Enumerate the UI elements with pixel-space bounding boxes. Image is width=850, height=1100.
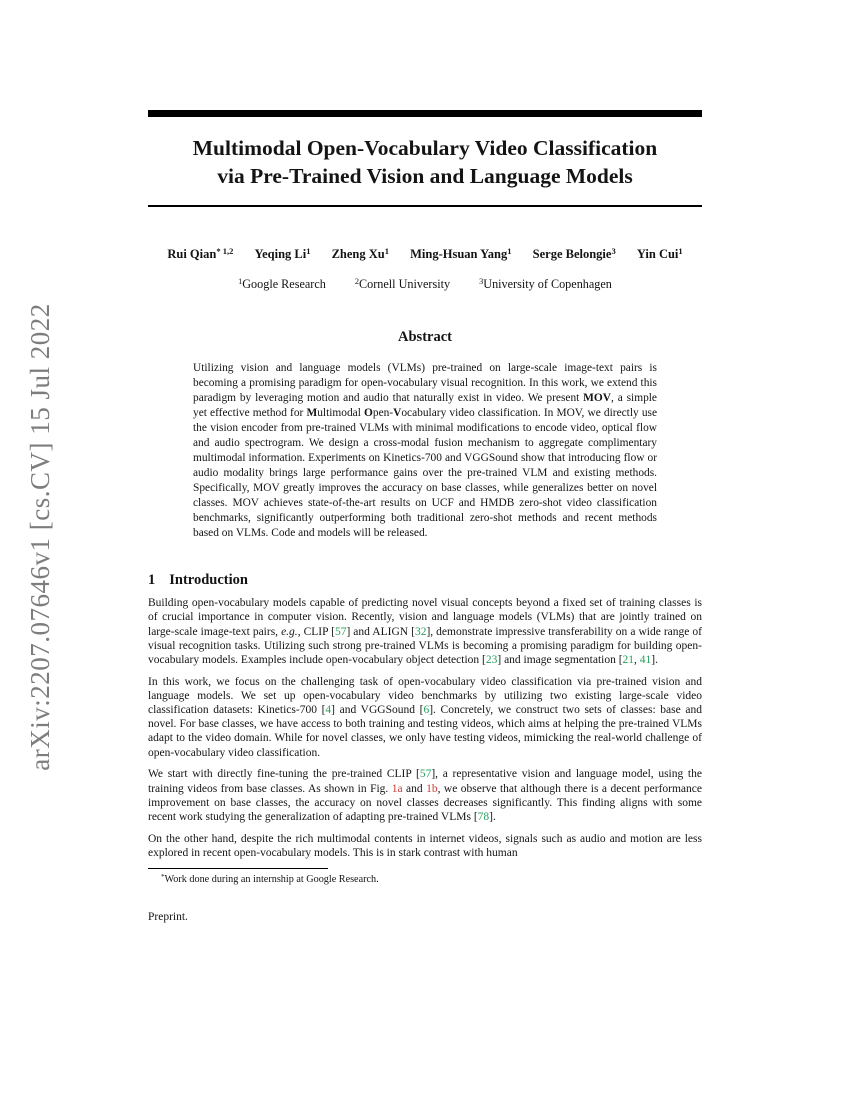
section-title: Introduction <box>169 571 248 588</box>
text-segment: pen- <box>372 406 394 419</box>
author: Rui Qian$^{* 1,2}$ <box>167 245 234 261</box>
authors-row <box>148 247 702 262</box>
text-segment: M <box>306 406 318 419</box>
affiliations-row <box>148 277 702 292</box>
text-segment: and <box>402 782 427 795</box>
text-segment: O <box>364 406 373 419</box>
text-segment: e.g. <box>281 625 298 638</box>
author: Ming-Hsuan Yang$^1$ <box>410 245 512 261</box>
paper-title-line2: via Pre-Trained Vision and Language Models <box>217 164 633 188</box>
text-segment: ] and image segmentation [ <box>497 653 623 666</box>
citation-link[interactable]: 57 <box>334 625 347 638</box>
text-segment: ]. <box>651 653 659 666</box>
preprint-label: Preprint. <box>148 911 188 924</box>
author-superscript: * 1,2 <box>216 245 234 256</box>
paper-title <box>148 134 702 190</box>
text-segment: Building open-vocabulary models capable of predicting novel visual concepts beyond a fixed set of training classes is of crucial importance in computer vision. Recently, vision and language models (VLMs) that are jointly trained on large-scale image-text pairs, <box>148 597 702 638</box>
text-segment: ] and ALIGN [ <box>346 625 415 638</box>
title-divider-rule <box>148 205 702 207</box>
text-segment: , <box>634 653 640 666</box>
page-content <box>148 0 702 923</box>
intro-paragraph-1 <box>148 596 702 667</box>
text-segment: , we observe that although there is a decent performance improvement on base classes, the accuracy on novel classes decreases significantly. This finding aligns with some recent work studying the generalization of adapting pre-trained VLMs [ <box>148 782 702 823</box>
text-segment: On the other hand, despite the rich multimodal contents in internet videos, signals such as audio and motion are less explored in recent open-vocabulary models. This is in stark contrast with human <box>148 832 702 859</box>
citation-link[interactable]: 6 <box>423 704 430 717</box>
text-segment: Utilizing vision and language models (VLMs) pre-trained on large-scale image-text pairs is becoming a promising paradigm for open-vocabulary visual recognition. In this work, we extend this paradigm by leveraging motion and audio that naturally exist in video. We present <box>193 361 657 404</box>
figure-reference-link[interactable]: 1a <box>391 782 403 795</box>
text-segment: In this work, we focus on the challenging task of open-vocabulary video classification via pre-trained vision and language models. We set up open-vocabulary video benchmarks by utilizing two existing large-scale video classification datasets: Kinetics-700 [ <box>148 675 702 717</box>
author: Yeqing Li$^1$ <box>254 245 311 261</box>
text-segment: , CLIP [ <box>297 625 335 638</box>
text-segment: ], a representative vision and language model, using the training videos from base classes. As shown in Fig. <box>148 768 702 795</box>
intro-paragraph-4 <box>148 832 702 860</box>
arxiv-watermark: arXiv:2207.07646v1 [cs.CV] 15 Jul 2022 <box>25 303 55 771</box>
section-number: 1 <box>148 571 156 588</box>
citation-link[interactable]: 21 <box>622 653 635 666</box>
citation-link[interactable]: 41 <box>639 653 652 666</box>
footnote-marker: * <box>161 873 165 881</box>
top-rule-bar <box>148 110 702 117</box>
paper-title-line1: Multimodal Open-Vocabulary Video Classification <box>192 136 658 160</box>
figure-reference-link[interactable]: 1b <box>426 782 438 795</box>
author: Zheng Xu$^1$ <box>331 245 389 261</box>
text-segment: ocabulary video classification. In MOV, we directly use the vision encoder from pre-trained VLMs with minimal modifications to encode video, optical flow and audio spectrogram. We design a cross-modal fusion mechanism to aggregate complimentary multimodal information. Experiments on Kinetics-700 and VGGSound show that introducing flow or audio modality brings large performance gains over the pre-trained VLM and existing methods. Specifically, MOV greatly improves the accuracy on base classes, while generalizes better on novel classes. MOV achieves state-of-the-art results on UCF and HMDB zero-shot video classification benchmarks, significantly outperforming both traditional zero-shot methods and recent methods based on VLMs. Code and models will be released. <box>193 406 658 539</box>
author-superscript: 1 <box>384 245 389 256</box>
citation-link[interactable]: 32 <box>414 625 427 638</box>
intro-paragraph-3 <box>148 767 702 824</box>
affiliation: $^2$Cornell University <box>354 276 451 291</box>
text-segment: ]. <box>489 810 496 823</box>
author: Yin Cui$^1$ <box>636 245 683 261</box>
author-superscript: 1 <box>507 245 512 256</box>
citation-link[interactable]: 23 <box>485 653 498 666</box>
text-segment: ] and VGGSound [ <box>331 704 424 717</box>
abstract-heading: Abstract <box>398 328 452 345</box>
text-segment: V <box>393 406 402 419</box>
text-segment: We start with directly fine-tuning the pre-trained CLIP [ <box>148 768 420 781</box>
author-superscript: 3 <box>611 245 616 256</box>
abstract-text <box>193 361 657 541</box>
footnote: *Work done during an internship at Google Research. <box>161 873 379 886</box>
text-segment: , a simple yet effective method for <box>193 391 657 419</box>
text-segment: MOV <box>583 391 612 404</box>
intro-paragraph-2 <box>148 675 702 760</box>
section-heading-introduction <box>148 572 702 589</box>
text-segment: ultimodal <box>317 406 364 419</box>
citation-link[interactable]: 57 <box>419 768 432 781</box>
text-segment: ]. Concretely, we construct two sets of classes: base and novel. For base classes, we have access to both training and testing videos, which aims at helping the pre-trained VLMs adapt to the video domain. While for novel classes, we only have testing videos, mimicking the real-world challenge of open-vocabulary video classification. <box>148 704 702 759</box>
author-superscript: 1 <box>678 245 683 256</box>
footnote-rule <box>148 868 328 869</box>
author-superscript: 1 <box>306 245 311 256</box>
text-segment: ], demonstrate impressive transferability on a wide range of visual recognition tasks. Utilizing such strong pre-trained VLMs is becoming a promising paradigm for building open-vocabulary models. Examples include open-vocabulary object detection [ <box>148 625 702 666</box>
citation-link[interactable]: 4 <box>325 704 332 717</box>
affiliation: $^1$Google Research <box>238 276 326 291</box>
citation-link[interactable]: 78 <box>477 810 490 823</box>
affiliation: $^3$University of Copenhagen <box>479 276 612 291</box>
author: Serge Belongie$^3$ <box>532 245 616 261</box>
